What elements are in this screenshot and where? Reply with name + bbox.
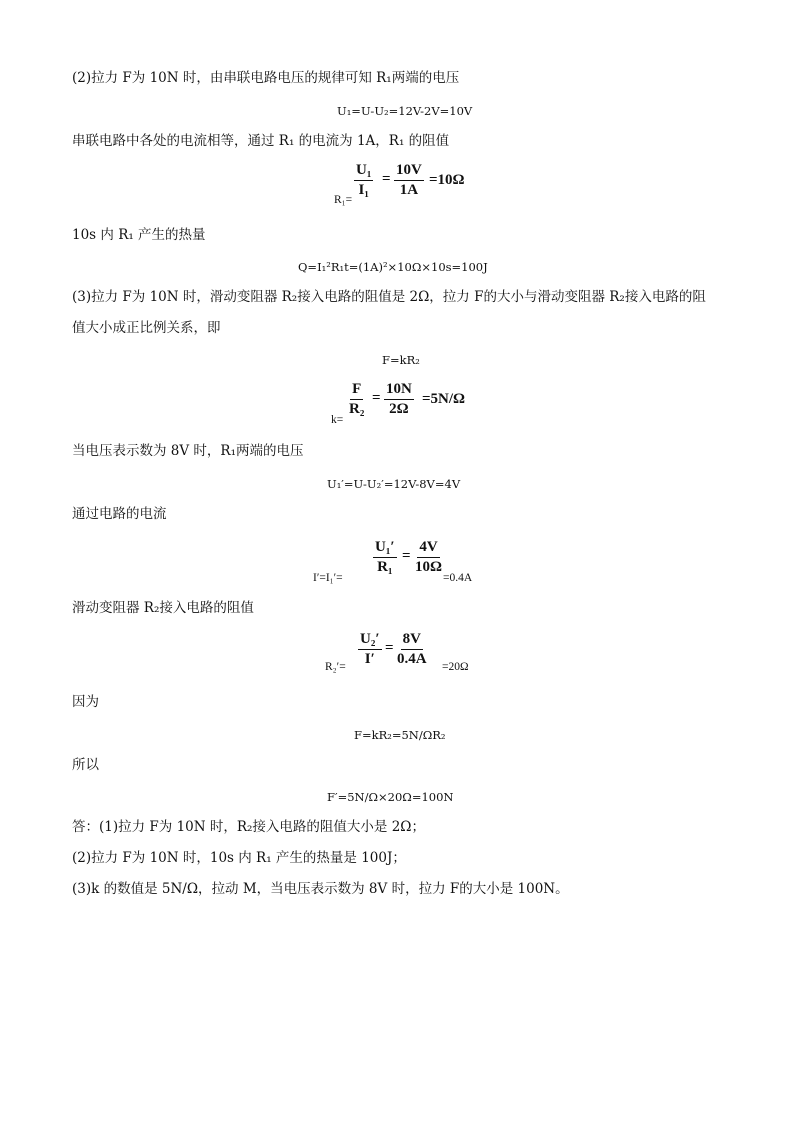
equation-u1: U₁=U-U₂=12V-2V=10V bbox=[337, 104, 473, 118]
equation-r1-result: =10Ω bbox=[429, 172, 465, 188]
fraction-denominator: R₁ bbox=[377, 559, 393, 575]
equation-f-prime: F′=5N/Ω×20Ω=100N bbox=[327, 790, 454, 804]
fraction-u1p-over-r1 bbox=[373, 539, 397, 576]
fraction-u1-over-i1 bbox=[354, 162, 373, 199]
fraction-numerator: 10N bbox=[384, 381, 414, 400]
equals-sign: = bbox=[402, 548, 411, 564]
text-line-part3-intro: (3)拉力 F为 10N 时，滑动变阻器 R₂接入电路的阻值是 2Ω，拉力 F的大小与滑动变阻器 R₂接入电路的阻 bbox=[72, 289, 706, 305]
equation-current bbox=[313, 539, 493, 587]
fraction-numerator: 10V bbox=[394, 162, 424, 181]
fraction-denominator: 2Ω bbox=[389, 401, 409, 417]
fraction-4v-over-10ohm bbox=[413, 539, 444, 576]
fraction-8v-over-04a bbox=[395, 631, 429, 668]
fraction-f-over-r2 bbox=[347, 381, 366, 418]
text-line-part2-intro: (2)拉力 F为 10N 时，由串联电路电压的规律可知 R₁两端的电压 bbox=[72, 70, 460, 86]
answer-line-2: (2)拉力 F为 10N 时，10s 内 R₁ 产生的热量是 100J； bbox=[72, 850, 406, 866]
equation-r2-result: =20Ω bbox=[442, 661, 469, 673]
equation-f-5n: F=kR₂=5N/ΩR₂ bbox=[354, 728, 446, 742]
fraction-numerator: U₂′ bbox=[358, 631, 382, 650]
equation-f-kr2: F=kR₂ bbox=[382, 353, 420, 367]
text-line-current: 通过电路的电流 bbox=[72, 506, 167, 522]
answer-line-1: 答：(1)拉力 F为 10N 时，R₂接入电路的阻值大小是 2Ω； bbox=[72, 819, 426, 835]
equation-r1 bbox=[334, 162, 474, 208]
equation-current-prefix: I′=I₁′= bbox=[313, 572, 343, 584]
text-line-8v: 当电压表示数为 8V 时，R₁两端的电压 bbox=[72, 443, 304, 459]
fraction-denominator: I′ bbox=[364, 651, 375, 667]
equals-sign: = bbox=[385, 640, 394, 656]
text-line-therefore: 所以 bbox=[72, 757, 99, 773]
fraction-numerator: F bbox=[350, 381, 363, 400]
fraction-denominator: 1A bbox=[399, 182, 419, 198]
text-line-series-current: 串联电路中各处的电流相等，通过 R₁ 的电流为 1A，R₁ 的阻值 bbox=[72, 133, 450, 149]
answer-line-3: (3)k 的数值是 5N/Ω，拉动 M，当电压表示数为 8V 时，拉力 F的大小是 100N。 bbox=[72, 881, 569, 897]
fraction-denominator: I₁ bbox=[358, 182, 369, 198]
fraction-denominator: 10Ω bbox=[415, 559, 443, 575]
fraction-10n-over-2ohm bbox=[384, 381, 414, 418]
equals-sign: = bbox=[372, 390, 381, 406]
fraction-u2p-over-ip bbox=[358, 631, 382, 668]
fraction-denominator: 0.4A bbox=[397, 651, 427, 667]
text-line-because: 因为 bbox=[72, 694, 99, 710]
equation-heat: Q=I₁²R₁t=(1A)²×10Ω×10s=100J bbox=[298, 260, 488, 274]
fraction-numerator: U₁′ bbox=[373, 539, 397, 558]
equation-k-prefix: k= bbox=[331, 414, 344, 426]
fraction-denominator: R₂ bbox=[349, 401, 365, 417]
equation-u1-prime: U₁′=U-U₂′=12V-8V=4V bbox=[327, 477, 461, 491]
fraction-numerator: 8V bbox=[401, 631, 423, 650]
text-line-part3-cont: 值大小成正比例关系，即 bbox=[72, 320, 221, 336]
text-line-heat: 10s 内 R₁ 产生的热量 bbox=[72, 227, 206, 243]
equation-k bbox=[331, 381, 471, 427]
equation-current-result: =0.4A bbox=[443, 572, 473, 584]
fraction-10v-over-1a bbox=[394, 162, 424, 199]
equation-r1-prefix: R₁= bbox=[334, 194, 353, 206]
equation-r2-prefix: R₂′= bbox=[325, 661, 346, 673]
equation-r2 bbox=[325, 631, 485, 677]
fraction-numerator: 4V bbox=[417, 539, 439, 558]
equation-k-result: =5N/Ω bbox=[422, 391, 466, 407]
fraction-numerator: U₁ bbox=[354, 162, 373, 181]
equals-sign: = bbox=[382, 171, 391, 187]
text-line-r2-value: 滑动变阻器 R₂接入电路的阻值 bbox=[72, 600, 254, 616]
